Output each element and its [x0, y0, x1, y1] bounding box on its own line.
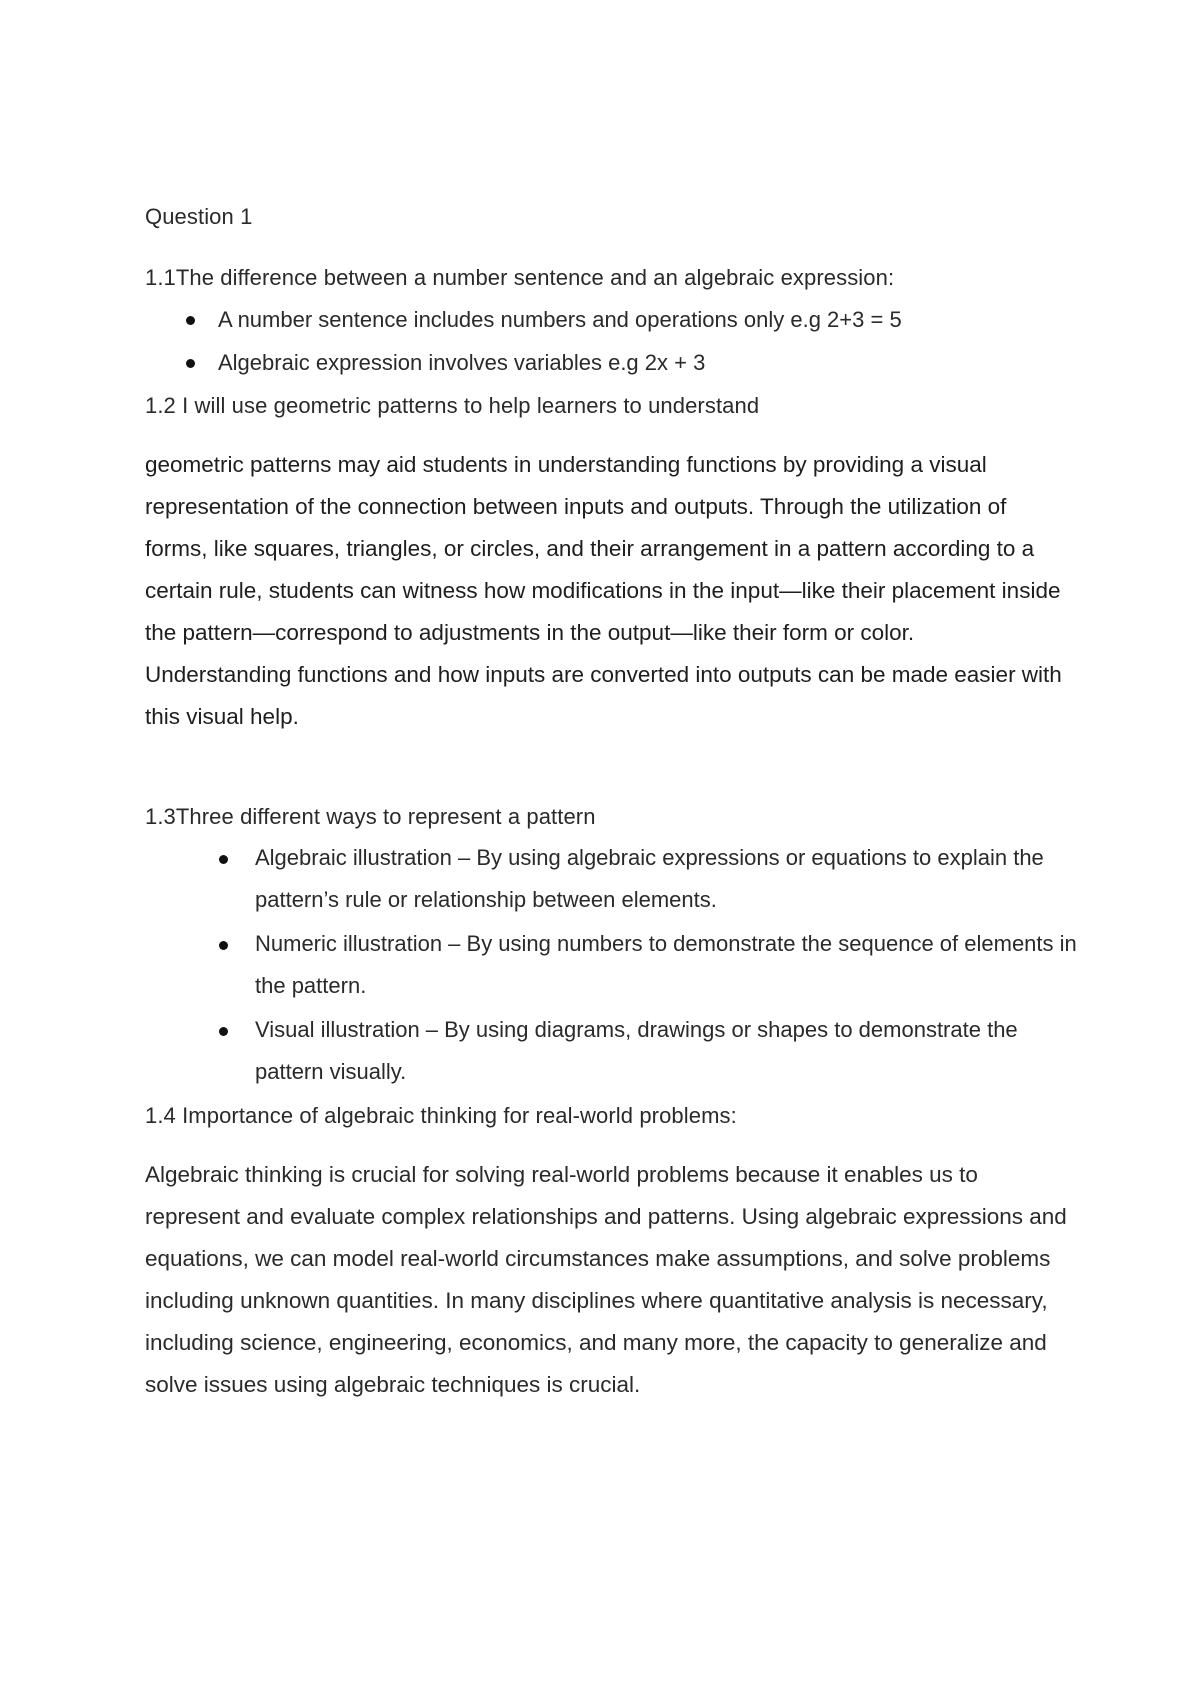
q1-1-heading: 1.1The difference between a number sentence and an algebraic expression: — [145, 265, 895, 290]
q1-1-bullet-1: A number sentence includes numbers and operations only e.g 2+3 = 5 — [218, 307, 902, 332]
q1-4-paragraph: Algebraic thinking is crucial for solving real-world problems because it enables us to represent and evaluate complex relationships and patterns. Using algebraic expressions and equations, we can model real-world circumstances make assumptions, and solve problems including unknown quantities. In many disciplines where quantitative analysis is necessary, including science, engineering, economics, and many more, the capacity to generalize and solve issues using algebraic techniques is crucial. — [145, 1162, 1067, 1397]
bullet-dot — [186, 359, 195, 368]
bullet-dot — [186, 316, 195, 325]
q1-3-heading: 1.3Three different ways to represent a pattern — [145, 804, 596, 829]
q1-3-bullet-1: Algebraic illustration – By using algebraic expressions or equations to explain the pattern’s rule or relationship between elements. — [255, 845, 1044, 912]
q1-2-paragraph: geometric patterns may aid students in understanding functions by providing a visual representation of the connection between inputs and outputs. Through the utilization of forms, like squares, triangles, or circles, and their arrangement in a pattern according to a certain rule, students can witness how modifications in the input—like their placement inside the pattern—correspond to adjustments in the output—like their form or color. Understanding functions and how inputs are converted into outputs can be made easier with this visual help. — [145, 452, 1062, 729]
q1-2-heading: 1.2 I will use geometric patterns to help learners to understand — [145, 393, 760, 418]
question-title: Question 1 — [145, 204, 253, 229]
bullet-dot — [219, 855, 228, 864]
q1-3-bullet-3: Visual illustration – By using diagrams, drawings or shapes to demonstrate the pattern visually. — [255, 1017, 1018, 1084]
q1-1-bullet-2: Algebraic expression involves variables e.g 2x + 3 — [218, 350, 706, 375]
q1-4-heading: 1.4 Importance of algebraic thinking for real-world problems: — [145, 1103, 737, 1128]
bullet-dot — [219, 941, 228, 950]
q1-3-bullet-2: Numeric illustration – By using numbers to demonstrate the sequence of elements in the pattern. — [255, 931, 1077, 998]
bullet-dot — [219, 1027, 228, 1036]
